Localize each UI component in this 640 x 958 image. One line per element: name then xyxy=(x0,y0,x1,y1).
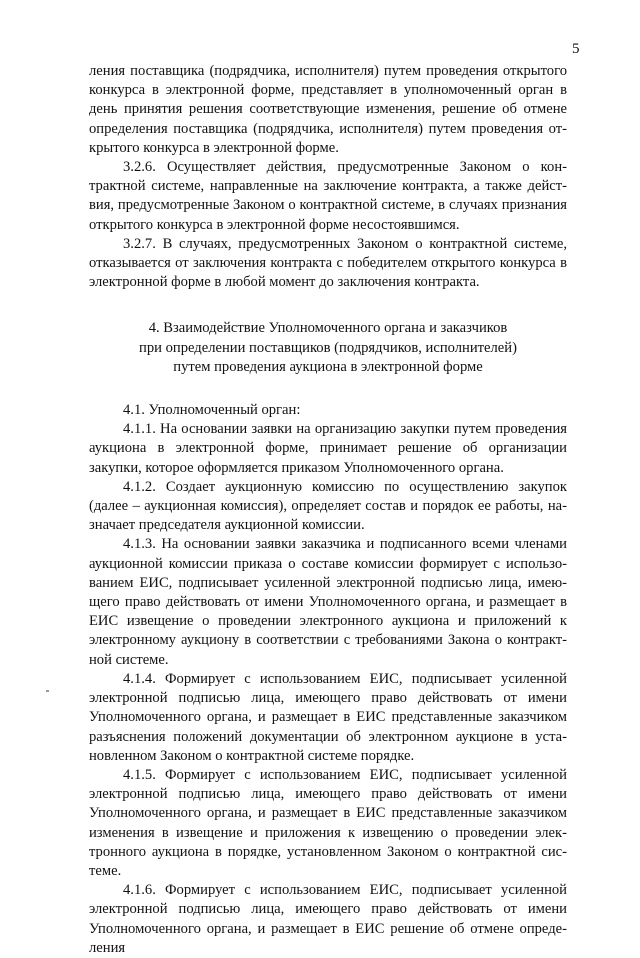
paragraph-4-1: 4.1. Уполномоченный орган: xyxy=(123,402,301,419)
page-number: 5 xyxy=(572,41,580,57)
scan-artifact xyxy=(46,690,49,692)
paragraph-4-1-6: 4.1.6. Формирует с использованием ЕИС, подписывает усиленной электронной подписью лица, имеющего право действовать от имени Уполномоченного органа, и размещает в ЕИС решение об отмене определения xyxy=(89,882,567,956)
paragraph-4-1-4: 4.1.4. Формирует с использованием ЕИС, подписывает усиленной электронной подписью лица, имеющего право действовать от имени Уполномоченного органа, и размещает в ЕИС представленные заказчиком разъяснения положений документации об электронном аукционе в установленном Законом о контрактной системе порядке. xyxy=(89,670,567,764)
section-heading-line-2: при определении поставщиков (подрядчиков, исполнителей) xyxy=(139,339,517,356)
paragraph-4-1-2: 4.1.2. Создает аукционную комиссию по осуществлению закупок (далее – аукционная комиссия), определяет состав и порядок ее работы, назначает председателя аукционной комиссии. xyxy=(89,478,567,534)
section-heading xyxy=(89,319,567,377)
document-body xyxy=(89,62,567,958)
paragraph-3-2-6: 3.2.6. Осуществляет действия, предусмотренные Законом о контрактной системе, направленные на заключение контракта, а также действия, предусмотренные Законом о контрактной системе, в случаях признания открытого конкурса в электронной форме несостоявшимся. xyxy=(89,159,567,233)
section-heading-line-1: 4. Взаимодействие Уполномоченного органа и заказчиков xyxy=(148,320,508,337)
paragraph-4-1-1: 4.1.1. На основании заявки на организацию закупки путем проведения аукциона в электронной форме, принимает решение об организации закупки, которое оформляется приказом Уполномоченного органа. xyxy=(89,421,567,476)
paragraph-4-1-3: 4.1.3. На основании заявки заказчика и подписанного всеми членами аукционной комиссии приказа о составе комиссии формирует с использованием ЕИС, подписывает усиленной электронной подписью лица, имеющего право действовать от имени Уполномоченного органа, и размещает в ЕИС извещение о проведении электронного аукциона и приложений к электронному аукциону в соответствии с требованиями Закона о контрактной системе. xyxy=(89,536,567,668)
paragraph-4-1-5: 4.1.5. Формирует с использованием ЕИС, подписывает усиленной электронной подписью лица, имеющего право действовать от имени Уполномоченного органа, и размещает в ЕИС представленные заказчиком изменения в извещение и приложения к извещению о проведении электронного аукциона в порядке, установленном Законом о контрактной системе. xyxy=(89,766,567,879)
paragraph-3-2-7: 3.2.7. В случаях, предусмотренных Законом о контрактной системе, отказывается от заключения контракта с победителем открытого конкурса в электронной форме в любой момент до заключения контракта. xyxy=(89,235,567,291)
paragraph-continuation: ления поставщика (подрядчика, исполнителя) путем проведения открытого конкурса в электронной форме, представляет в уполномоченный орган в день принятия решения соответствующие изменения, решение об отмене определения поставщика (подрядчика, исполнителя) путем проведения открытого конкурса в электронной форме. xyxy=(89,63,567,156)
section-heading-line-3: путем проведения аукциона в электронной форме xyxy=(173,358,483,375)
